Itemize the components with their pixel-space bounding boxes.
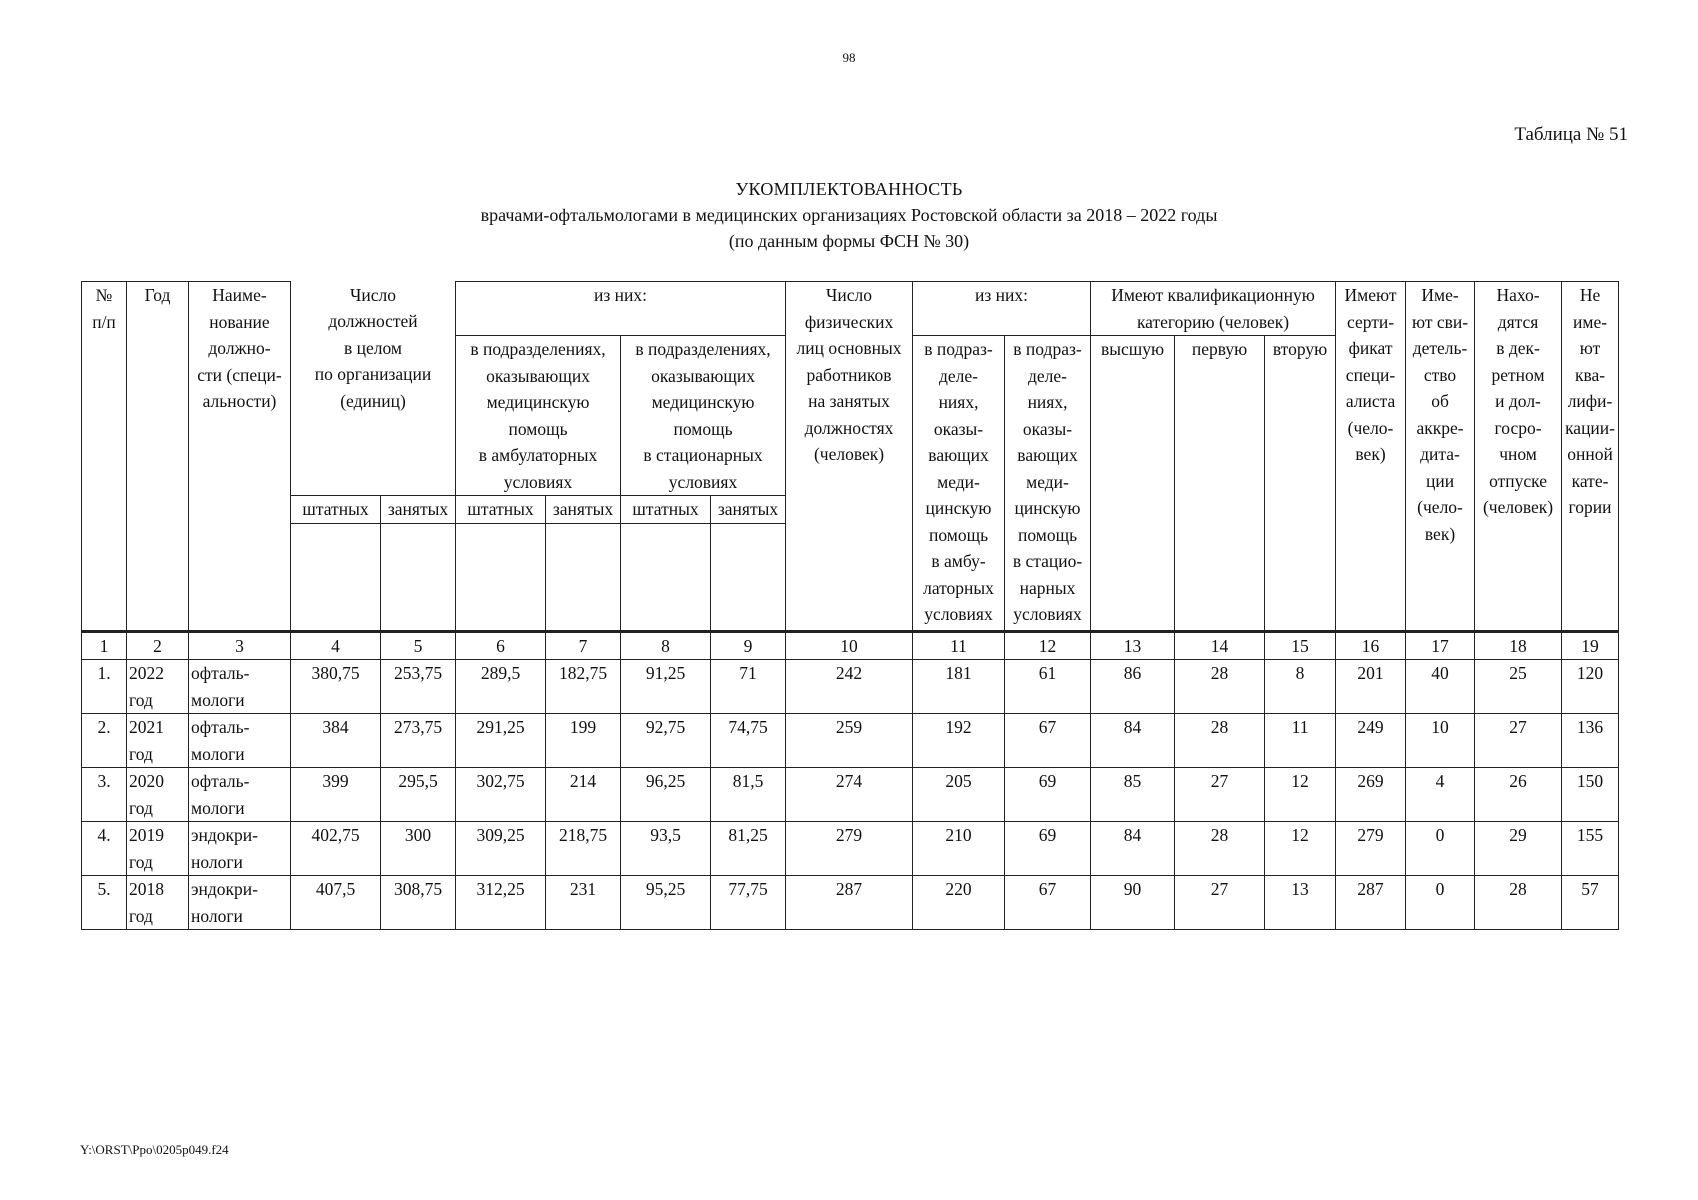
column-number: 19: [1562, 631, 1619, 660]
row-value: 27: [1175, 876, 1265, 930]
row-value: 81,25: [711, 822, 786, 876]
header-second: вторую: [1265, 336, 1336, 632]
row-specialty-line: мологи: [191, 689, 245, 710]
row-value: 12: [1265, 768, 1336, 822]
header-text-line: Год: [144, 285, 171, 305]
row-value: 287: [1336, 876, 1406, 930]
header-text-line: физических: [804, 311, 894, 332]
row-value: 86: [1091, 660, 1175, 714]
header-staff: штатных: [456, 496, 546, 524]
header-text-line: работников: [806, 364, 892, 385]
header-text-line: в стационарных: [643, 445, 763, 465]
row-specialty-line: офталь-: [191, 717, 250, 737]
row-specialty-line: мологи: [191, 797, 245, 818]
row-year-line: 2019: [129, 825, 164, 845]
row-value: 57: [1562, 876, 1619, 930]
header-text-line: №: [95, 285, 113, 305]
header-text-line: алиста: [1345, 391, 1396, 411]
row-number: 2.: [82, 714, 127, 768]
header-text-line: дятся: [1497, 311, 1539, 332]
header-text-line: госро-: [1494, 417, 1542, 438]
title-line-1: УКОМПЛЕКТОВАННОСТЬ: [735, 179, 963, 199]
row-value: 201: [1336, 660, 1406, 714]
table-label: Таблица № 51: [1514, 124, 1628, 145]
row-value: 242: [786, 660, 913, 714]
header-text-line: ство: [1423, 364, 1457, 385]
row-value: 85: [1091, 768, 1175, 822]
row-value: 96,25: [621, 768, 711, 822]
header-text-line: Име-: [1421, 285, 1459, 305]
row-year: [127, 822, 189, 876]
header-inpatient: [621, 336, 786, 496]
row-value: 253,75: [381, 660, 456, 714]
row-value: 4: [1406, 768, 1475, 822]
row-value: 407,5: [291, 876, 381, 930]
column-number: 2: [127, 631, 189, 660]
row-value: 28: [1175, 660, 1265, 714]
header-phys-inpatient: [1005, 336, 1091, 632]
row-value: 150: [1562, 768, 1619, 822]
row-value: 214: [546, 768, 621, 822]
row-specialty-line: нологи: [191, 851, 243, 872]
header-text-line: об: [1431, 391, 1449, 411]
header-text-line: (чело-: [1347, 417, 1394, 438]
row-value: 249: [1336, 714, 1406, 768]
row-value: 95,25: [621, 876, 711, 930]
header-text-line: (человек): [813, 444, 885, 464]
row-year-line: год: [129, 743, 153, 764]
header-leave: [1475, 282, 1562, 632]
row-number: 1.: [82, 660, 127, 714]
header-text-line: вающих: [1017, 445, 1078, 465]
row-value: 26: [1475, 768, 1562, 822]
header-text-line: вающих: [928, 445, 989, 465]
row-value: 295,5: [381, 768, 456, 822]
header-text-line: Имеют квалификационную: [1111, 285, 1315, 305]
header-text-line: лиц основных: [796, 338, 902, 358]
header-text-line: (единиц): [340, 390, 406, 411]
header-text-line: в подраз-: [924, 339, 993, 359]
header-blank: [546, 523, 621, 631]
header-text-line: оказы-: [933, 418, 984, 439]
title-line-2: врачами-офтальмологами в медицинских организациях Ростовской области за 2018 – 2022 годы: [480, 205, 1218, 225]
row-value: 81,5: [711, 768, 786, 822]
header-text-line: в целом: [344, 337, 402, 358]
header-text-line: ретном: [1491, 364, 1545, 385]
header-blank: [711, 523, 786, 631]
header-text-line: условиях: [503, 471, 573, 492]
column-number: 12: [1005, 631, 1091, 660]
table-title: [0, 176, 1698, 254]
header-text-line: в подразделениях,: [635, 339, 771, 359]
column-numbers: [82, 631, 1619, 660]
row-value: 69: [1005, 822, 1091, 876]
header-text-line: специ-: [1345, 364, 1396, 385]
header-text-line: в подразделениях,: [470, 339, 606, 359]
column-number: 15: [1265, 631, 1336, 660]
row-value: 27: [1175, 768, 1265, 822]
column-number: 5: [381, 631, 456, 660]
header-no: [82, 282, 127, 632]
row-value: 84: [1091, 714, 1175, 768]
header-text-line: отпуске: [1489, 470, 1547, 491]
table-row: [82, 714, 1619, 768]
row-value: 218,75: [546, 822, 621, 876]
row-value: 181: [913, 660, 1005, 714]
column-number: 1: [82, 631, 127, 660]
row-value: 287: [786, 876, 913, 930]
header-occupied: занятых: [711, 496, 786, 524]
row-specialty-line: офталь-: [191, 771, 250, 791]
row-value: 231: [546, 876, 621, 930]
row-year: [127, 714, 189, 768]
row-year-line: год: [129, 689, 153, 710]
row-value: 29: [1475, 822, 1562, 876]
file-path: Y:\ORST\Ppo\0205p049.f24: [80, 1142, 229, 1157]
column-number: 17: [1406, 631, 1475, 660]
header-text-line: век): [1424, 523, 1456, 544]
header-text-line: кации-: [1565, 417, 1615, 438]
header-text-line: в дек-: [1496, 338, 1540, 358]
header-text-line: Наиме-: [212, 285, 267, 305]
row-value: 279: [1336, 822, 1406, 876]
header-text-line: цинскую: [1014, 498, 1081, 518]
row-value: 77,75: [711, 876, 786, 930]
row-value: 28: [1175, 822, 1265, 876]
row-value: 11: [1265, 714, 1336, 768]
header-phys-ambulatory: [913, 336, 1005, 632]
row-year-line: 2018: [129, 879, 164, 899]
row-value: 273,75: [381, 714, 456, 768]
header-text-line: альности): [202, 391, 277, 411]
row-value: 259: [786, 714, 913, 768]
header-text-line: условиях: [668, 471, 738, 492]
header-text-line: кате-: [1571, 470, 1609, 491]
header-of-them-2: из них:: [913, 282, 1091, 336]
header-text-line: (человек): [1482, 497, 1554, 517]
row-value: 0: [1406, 876, 1475, 930]
header-text-line: деле-: [1028, 365, 1068, 386]
row-value: 120: [1562, 660, 1619, 714]
header-occupied: занятых: [381, 496, 456, 524]
header-name: [189, 282, 291, 632]
row-value: 69: [1005, 768, 1091, 822]
row-year-line: год: [129, 797, 153, 818]
header-text-line: ют сви-: [1411, 311, 1469, 332]
row-year-line: 2021: [129, 717, 164, 737]
header-text-line: (чело-: [1417, 497, 1463, 517]
row-value: 93,5: [621, 822, 711, 876]
header-positions-total: [291, 282, 456, 496]
row-value: 8: [1265, 660, 1336, 714]
row-value: 61: [1005, 660, 1091, 714]
column-number: 10: [786, 631, 913, 660]
header-year: [127, 282, 189, 632]
column-number: 11: [913, 631, 1005, 660]
row-value: 291,25: [456, 714, 546, 768]
header-text-line: медицинскую: [486, 392, 590, 412]
row-value: 192: [913, 714, 1005, 768]
header-text-line: ниях,: [1027, 392, 1068, 412]
row-value: 40: [1406, 660, 1475, 714]
row-year: [127, 768, 189, 822]
header-text-line: име-: [1573, 311, 1608, 332]
row-value: 199: [546, 714, 621, 768]
row-year-line: 2022: [129, 663, 164, 683]
header-text-line: аккре-: [1416, 417, 1464, 438]
row-year-line: год: [129, 905, 153, 926]
header-text-line: цинскую: [925, 498, 992, 518]
page-number: 98: [842, 50, 856, 65]
header-text-line: должностях: [804, 417, 894, 438]
header-accreditation: [1406, 282, 1475, 632]
header-physical: [786, 282, 913, 632]
row-value: 13: [1265, 876, 1336, 930]
column-number: 8: [621, 631, 711, 660]
header-certificate: [1336, 282, 1406, 632]
row-value: 269: [1336, 768, 1406, 822]
header-text-line: условиях: [1013, 604, 1082, 624]
header-text-line: оказывающих: [486, 365, 590, 386]
header-text-line: в стацио-: [1012, 551, 1083, 571]
header-text-line: помощь: [928, 524, 989, 545]
column-number: 14: [1175, 631, 1265, 660]
row-value: 91,25: [621, 660, 711, 714]
header-highest: высшую: [1091, 336, 1175, 632]
column-number: 3: [189, 631, 291, 660]
row-value: 10: [1406, 714, 1475, 768]
row-specialty-line: эндокри-: [191, 825, 258, 845]
header-text-line: в амбу-: [931, 551, 986, 571]
header-text-line: Число: [350, 284, 396, 305]
row-number: 4.: [82, 822, 127, 876]
header-text-line: категорию (человек): [1136, 311, 1290, 332]
row-value: 71: [711, 660, 786, 714]
row-specialty: [189, 660, 291, 714]
header-text-line: и дол-: [1495, 391, 1541, 411]
row-specialty: [189, 714, 291, 768]
header-text-line: Число: [826, 285, 873, 305]
row-value: 67: [1005, 714, 1091, 768]
table-row: [82, 768, 1619, 822]
header-text-line: оказы-: [1022, 418, 1073, 439]
column-number-row: [82, 631, 1619, 660]
staffing-table: [81, 281, 1619, 930]
header-blank: [291, 523, 381, 631]
header-text-line: фикат: [1348, 338, 1393, 358]
row-year-line: 2020: [129, 771, 164, 791]
header-text-line: в амбулаторных: [478, 445, 598, 465]
row-value: 25: [1475, 660, 1562, 714]
header-text-line: помощь: [508, 418, 568, 439]
header-text-line: Имеют: [1344, 285, 1397, 305]
row-year: [127, 876, 189, 930]
row-value: 384: [291, 714, 381, 768]
header-text-line: меди-: [1026, 471, 1069, 492]
header-text-line: лифи-: [1567, 391, 1613, 411]
header-text-line: должностей: [328, 311, 418, 331]
column-number: 13: [1091, 631, 1175, 660]
row-value: 302,75: [456, 768, 546, 822]
header-text-line: ции: [1425, 470, 1455, 491]
header-text-line: п/п: [92, 311, 116, 332]
header-text-line: помощь: [1017, 524, 1078, 545]
table-row: [82, 876, 1619, 930]
row-specialty-line: нологи: [191, 905, 243, 926]
header-no-category: [1562, 282, 1619, 632]
header-text-line: онной: [1567, 444, 1613, 464]
header-text-line: серти-: [1346, 311, 1395, 332]
row-value: 84: [1091, 822, 1175, 876]
row-value: 402,75: [291, 822, 381, 876]
header-blank: [456, 523, 546, 631]
row-value: 136: [1562, 714, 1619, 768]
header-text-line: ют: [1579, 338, 1601, 358]
header-ambulatory: [456, 336, 621, 496]
row-value: 27: [1475, 714, 1562, 768]
row-value: 274: [786, 768, 913, 822]
header-text-line: меди-: [937, 471, 980, 492]
row-value: 0: [1406, 822, 1475, 876]
header-text-line: чном: [1499, 444, 1537, 464]
header-text-line: в подраз-: [1013, 339, 1082, 359]
row-year: [127, 660, 189, 714]
header-text-line: нарных: [1019, 577, 1076, 598]
row-year-line: год: [129, 851, 153, 872]
row-value: 182,75: [546, 660, 621, 714]
row-specialty: [189, 822, 291, 876]
header-first: первую: [1175, 336, 1265, 632]
column-number: 4: [291, 631, 381, 660]
header-text-line: оказывающих: [651, 365, 755, 386]
header-text-line: ква-: [1574, 364, 1606, 385]
table-row: [82, 822, 1619, 876]
header-text-line: латорных: [923, 577, 994, 598]
header-text-line: век): [1355, 444, 1386, 464]
row-specialty-line: офталь-: [191, 663, 250, 683]
column-number: 9: [711, 631, 786, 660]
row-value: 308,75: [381, 876, 456, 930]
header-qualification: [1091, 282, 1336, 336]
row-value: 74,75: [711, 714, 786, 768]
row-value: 309,25: [456, 822, 546, 876]
header-text-line: деле-: [939, 365, 979, 386]
row-number: 3.: [82, 768, 127, 822]
header-blank: [621, 523, 711, 631]
title-line-3: (по данным формы ФСН № 30): [728, 231, 970, 251]
row-value: 399: [291, 768, 381, 822]
row-specialty-line: эндокри-: [191, 879, 258, 899]
header-of-them-1: из них:: [456, 282, 786, 336]
row-value: 312,25: [456, 876, 546, 930]
header-text-line: должно-: [208, 338, 271, 358]
header-text-line: условиях: [924, 604, 993, 624]
row-specialty-line: мологи: [191, 743, 245, 764]
row-value: 155: [1562, 822, 1619, 876]
row-value: 12: [1265, 822, 1336, 876]
header-text-line: нование: [209, 311, 270, 332]
header-text-line: Не: [1579, 285, 1601, 305]
row-value: 210: [913, 822, 1005, 876]
header-text-line: сти (специ-: [197, 364, 282, 385]
header-staff: штатных: [291, 496, 381, 524]
row-specialty: [189, 876, 291, 930]
row-value: 380,75: [291, 660, 381, 714]
header-staff: штатных: [621, 496, 711, 524]
header-occupied: занятых: [546, 496, 621, 524]
header-text-line: Нахо-: [1496, 285, 1540, 305]
row-value: 205: [913, 768, 1005, 822]
header-text-line: дита-: [1420, 444, 1460, 464]
row-specialty: [189, 768, 291, 822]
row-value: 289,5: [456, 660, 546, 714]
row-value: 92,75: [621, 714, 711, 768]
header-text-line: медицинскую: [651, 392, 755, 412]
column-number: 7: [546, 631, 621, 660]
table-body: [82, 660, 1619, 930]
row-value: 300: [381, 822, 456, 876]
table-row: [82, 660, 1619, 714]
row-value: 28: [1175, 714, 1265, 768]
row-value: 220: [913, 876, 1005, 930]
header-text-line: по организации: [314, 364, 432, 384]
header-blank: [381, 523, 456, 631]
row-value: 28: [1475, 876, 1562, 930]
header-text-line: помощь: [673, 418, 733, 439]
row-value: 90: [1091, 876, 1175, 930]
column-number: 6: [456, 631, 546, 660]
column-number: 18: [1475, 631, 1562, 660]
row-value: 67: [1005, 876, 1091, 930]
header-text-line: на занятых: [808, 391, 890, 411]
column-number: 16: [1336, 631, 1406, 660]
row-number: 5.: [82, 876, 127, 930]
header-text-line: ниях,: [938, 392, 979, 412]
header-text-line: гории: [1568, 497, 1612, 517]
header-text-line: детель-: [1412, 338, 1468, 358]
row-value: 279: [786, 822, 913, 876]
